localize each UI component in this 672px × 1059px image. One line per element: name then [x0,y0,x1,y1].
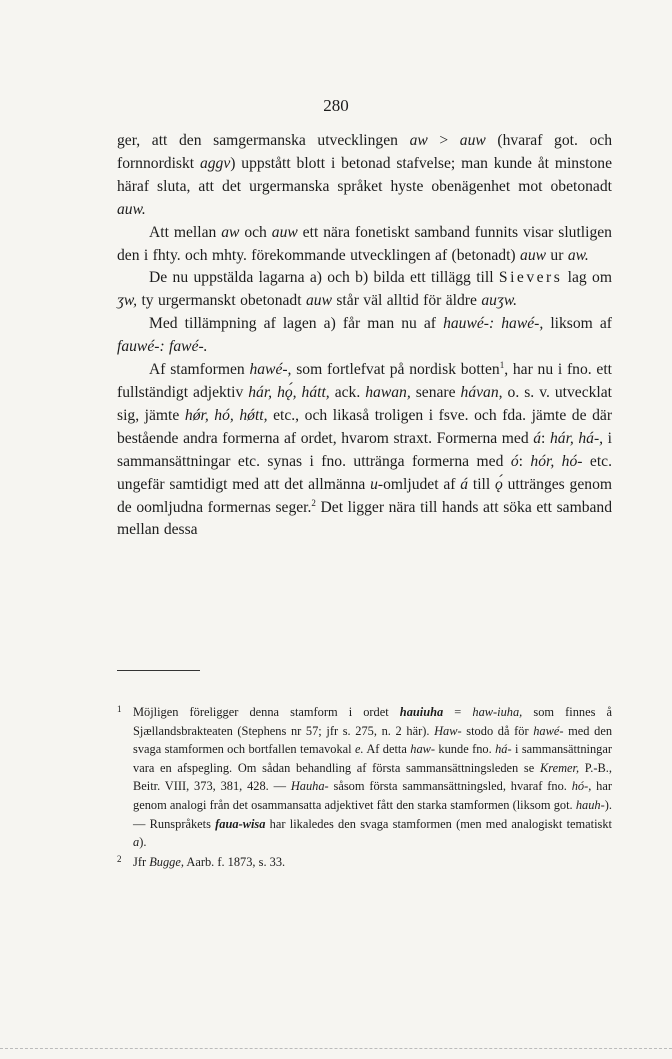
footnote-1: 1 Möjligen föreligger denna stamform i ordet hauiuha = haw-iuha, som finnes å Sjællandsbrakteaten (Stephens nr 57; jfr s. 275, n. 2 här). Haw- stodo då för hawé- med den svaga stamformen och bortfallen temavokal e. Af detta haw- kunde fno. há- i sammansättningar vara en afspegling. Om sådan behandling af första sammansättningsleden se Kremer, P.-B., Beitr. VIII, 373, 381, 428. — Hauha- såsom första sammansättningsled, hvaraf fno. hó-, har genom analogi från det osammansatta adjektivet fått den starka stamformen (liksom got. hauh-). — Runspråkets faua-wisa har likaledes den svaga stamformen (men med analogiskt tematiskt a). [117,703,612,852]
paragraph-3: De nu uppstälda lagarna a) och b) bilda ett tillägg till Sievers lag om ʒw, ty urgermanskt obetonadt auw står väl alltid för äldre auʒw. [117,269,612,310]
page-bottom-edge [0,1048,672,1049]
footnote-ref-1: 1 [499,360,505,371]
footnote-ref-2: 2 [311,497,316,508]
footnote-2: 2 Jfr Bugge, Aarb. f. 1873, s. 33. [117,853,612,872]
page-number: 280 [323,96,349,115]
paragraph-4: Med tillämpning af lagen a) får man nu af hauwé-: hawé-, liksom af fauwé-: fawé-. [117,315,612,356]
footnotes [117,703,612,872]
paragraph-5: Af stamformen hawé-, som fortlefvat på nordisk botten$^1$, har nu i fno. ett fullständigt adjektiv hár, hǫ́, hátt, ack. hawan, senare hávan, o. s. v. utvecklat sig, jämte hǿr, hó, hǿtt, etc., och likaså troligen i fsve. och fda. jämte de där bestående andra formerna af ordet, hvarom straxt. Formerna med á: hár, há-, i sammansättningar etc. synas i fno. uttränga formerna med ó: hór, hó- etc. ungefär samtidigt med att det allmänna u-omljudet af á till ǫ́ uttränges genom de oomljudna formernas seger.$^2$ Det ligger nära till hands att söka ett samband mellan dessa [117,360,613,539]
footnote-1-mark: 1 [117,704,122,714]
paragraph-1: ger, att den samgermanska utvecklingen aw > auw (hvaraf got. och fornnordiskt aggv) uppstått blott i betonad stafvelse; man kunde åt minstone häraf sluta, att det urgermanska språket hyste obenägenhet mot obetonadt auw. [117,132,613,218]
footnote-separator [117,670,200,671]
paragraph-2: Att mellan aw och auw ett nära fonetiskt samband funnits visar slutligen den i fhty. och mhty. förekommande utvecklingen af (betonadt) auw ur aw. [117,223,612,264]
body-text [117,130,612,542]
footnote-2-mark: 2 [117,853,122,864]
